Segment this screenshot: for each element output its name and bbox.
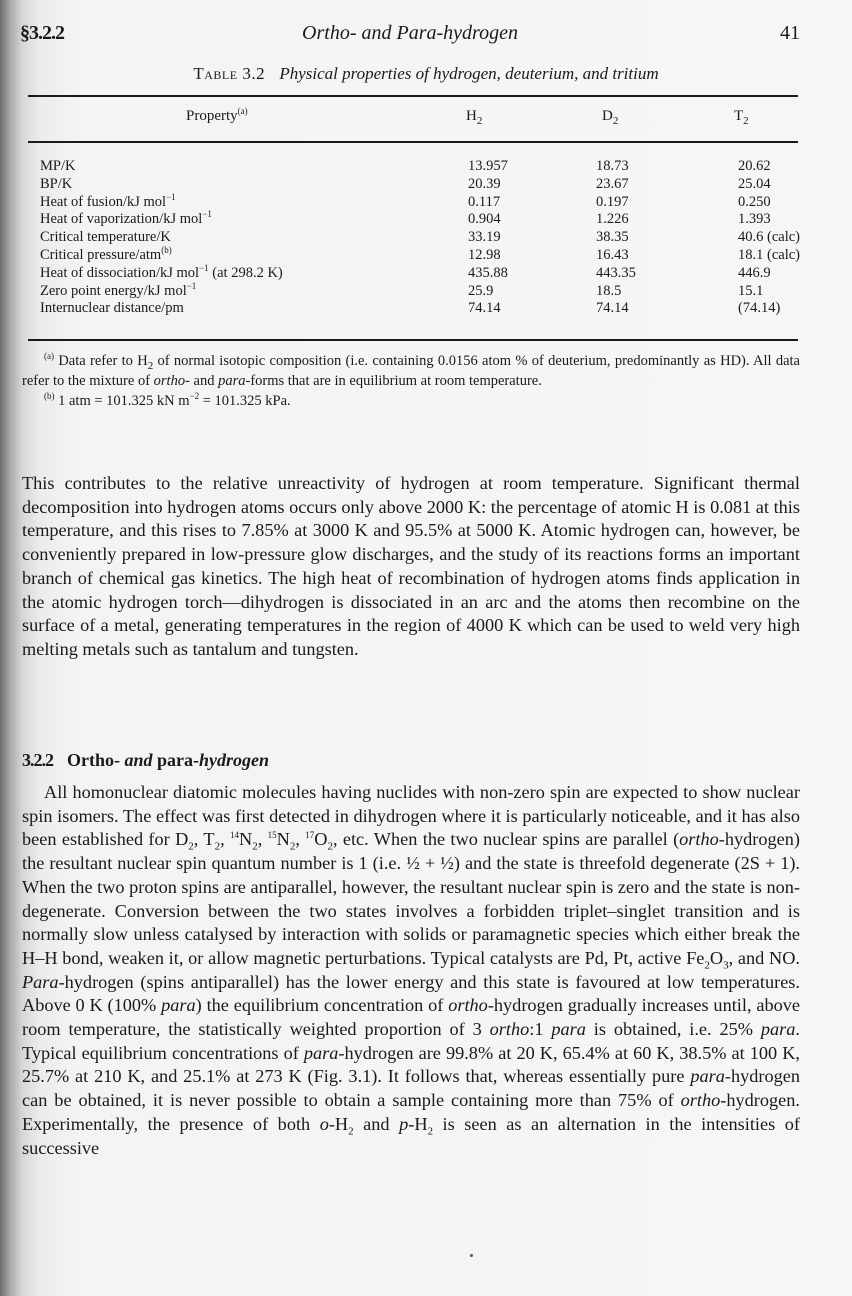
p2-n14-sub: 2	[252, 841, 258, 854]
p2-text: , T	[193, 829, 215, 850]
cell-property	[40, 280, 197, 301]
property-text: Internuclear distance/pm	[40, 300, 184, 317]
p2-t2-sub: 2	[214, 841, 221, 854]
cell-d2: 18.73	[596, 158, 629, 174]
d2-subscript: 2	[612, 115, 619, 127]
section-title-para: para-	[157, 750, 200, 770]
table-title: Physical properties of hydrogen, deuterium, and tritium	[279, 64, 659, 83]
p2-text: ,	[257, 829, 268, 850]
p2-text: ,	[295, 829, 306, 850]
cell-h2: 33.19	[468, 229, 501, 246]
table-row	[40, 191, 800, 212]
cell-h2: 74.14	[468, 300, 501, 317]
p2-text: +	[419, 853, 441, 874]
cell-property	[40, 247, 172, 265]
section-heading	[22, 750, 269, 771]
p2-text: is seen as an alternation in the intensities of successive	[22, 1113, 800, 1158]
table-row	[40, 176, 800, 194]
p2-text: is obtained, i.e. 25%	[585, 1019, 761, 1040]
footnote-a-subscript: 2	[147, 359, 154, 372]
property-text: Critical temperature/K	[40, 229, 171, 246]
property-text: MP/K	[40, 158, 76, 174]
property-text: BP/K	[40, 175, 73, 192]
p2-ortho: ortho	[448, 995, 488, 1016]
footnote-b-mark: (b)	[44, 391, 55, 402]
table-row	[40, 262, 800, 283]
table-row	[40, 280, 800, 301]
p2-para: para	[161, 995, 196, 1016]
table-caption	[0, 64, 852, 84]
p2-para: para	[690, 1066, 725, 1087]
p2-o17-mass: 17	[305, 830, 315, 841]
p2-n15-sub: 2	[289, 841, 296, 854]
cell-d2: 0.197	[596, 193, 629, 210]
p2-text: -hydrogen) the resultant nuclear spin quantum number is 1 (i.e.	[22, 829, 801, 874]
table-header-rule	[28, 141, 798, 143]
p2-para: para	[303, 1042, 339, 1063]
footnote-a-text-3: - and	[185, 373, 219, 389]
body-paragraph-1: This contributes to the relative unreactivity of hydrogen at room temperature. Significant thermal decomposition into hydrogen atoms occurs only above 2000 K: the percentage of atomic H is 0.081 at this temperature, and this rises to 7.85% at 3000 K and 95.5% at 5000 K. Atomic hydrogen can, however, be conveniently prepared in low-pressure glow discharges, and the study of its reactions forms an important branch of chemical gas kinetics. The high heat of recombination of hydrogen atoms finds application in the atomic hydrogen torch—dihydrogen is dissociated in an arc and the atoms then recombine on the surface of a metal, generating temperatures in the region of 4000 K which can be used to weld very high melting metals such as tantalum and tungsten.	[22, 473, 800, 659]
t2-subscript: 2	[743, 115, 749, 127]
table-row	[40, 229, 800, 247]
cell-t2: (74.14)	[738, 300, 781, 317]
cell-d2: 74.14	[596, 300, 629, 317]
p2-text: and	[353, 1113, 400, 1134]
cell-d2: 1.226	[596, 211, 629, 228]
p2-text: -hydrogen are 99.8% at 20 K, 65.4% at 60 K, 38.5% at 100 K, 25.7% at 210 K, and 25.1% at 273 K (Fig. 3.1). It follows that, whereas essentially pure	[22, 1042, 800, 1087]
table-footnotes	[22, 351, 800, 411]
table-row	[40, 158, 800, 176]
cell-d2: 443.35	[596, 264, 636, 281]
cell-t2: 15.1	[738, 282, 764, 299]
footnote-a	[22, 351, 800, 391]
cell-h2: 0.904	[468, 211, 501, 228]
property-text: Critical pressure/atm	[40, 246, 162, 263]
p2-h-sub: 2	[427, 1125, 434, 1138]
footnote-b-text-2: = 101.325 kPa.	[199, 393, 291, 409]
table-label: Table 3.2	[193, 64, 266, 83]
p2-para: para	[760, 1019, 796, 1040]
p2-text: All homonuclear diatomic molecules having nuclides with non-zero spin are expected to show nuclear spin isomers. The effect was first detected in dihydrogen where it is particularly noticeable, and it has also been established for D	[22, 782, 800, 850]
cell-t2: 0.250	[738, 193, 771, 210]
table-row	[40, 247, 800, 265]
cell-t2: 25.04	[738, 175, 771, 192]
p2-text: O	[709, 947, 724, 968]
p2-text: , and NO.	[728, 947, 800, 968]
p2-para: para	[551, 1019, 586, 1040]
cell-property	[40, 262, 283, 283]
property-text: Heat of dissociation/kJ mol	[40, 264, 200, 281]
column-header-d2	[602, 108, 618, 125]
property-superscript: (b)	[161, 245, 172, 256]
p2-n15-mass: 15	[267, 830, 277, 841]
footnote-a-text-1: Data refer to H	[58, 353, 148, 369]
header-section-number: §3.2.2	[20, 22, 64, 44]
footnote-b-superscript: −2	[189, 391, 200, 402]
p2-text: -H	[328, 1113, 349, 1134]
table-header	[28, 108, 798, 132]
cell-property	[40, 191, 176, 212]
p2-text: -hydrogen. Experimentally, the presence of both	[22, 1090, 800, 1134]
cell-t2: 20.62	[738, 158, 771, 174]
section-title-hydrogen: hydrogen	[199, 750, 270, 770]
footnote-a-text-2: of normal isotopic composition (i.e. containing 0.0156 atom % of deuterium, predominantly as HD). All data refer to the mixture of	[22, 353, 800, 389]
cell-t2: 18.1 (calc)	[738, 246, 800, 263]
p2-o-prefix: o	[319, 1113, 329, 1134]
table-bottom-rule	[28, 339, 798, 341]
cell-h2: 25.9	[468, 282, 494, 299]
footnote-a-ortho: ortho	[153, 373, 186, 389]
column-header-property	[186, 108, 248, 125]
table-body	[40, 158, 800, 318]
footnote-a-mark: (a)	[44, 351, 54, 362]
p2-n14-mass: 14	[229, 830, 239, 841]
cell-t2: 446.9	[738, 264, 771, 281]
cell-h2: 13.957	[468, 158, 508, 174]
p2-half: ½	[440, 853, 454, 874]
p2-text: N	[276, 829, 290, 850]
p2-text: , etc. When the two nuclear spins are parallel (	[332, 829, 680, 850]
p2-ortho: ortho	[679, 829, 719, 850]
p2-o-sub: 3	[723, 959, 729, 972]
property-superscript: −1	[186, 280, 197, 291]
property-text: Zero point energy/kJ mol	[40, 282, 187, 299]
footnote-a-para: para	[218, 373, 246, 389]
p2-text: ,	[220, 829, 230, 850]
property-suffix: (at 298.2 K)	[208, 264, 283, 281]
cell-h2: 435.88	[468, 264, 508, 281]
property-text: Heat of fusion/kJ mol	[40, 193, 167, 210]
table-row	[40, 211, 800, 229]
p2-p-prefix: p	[399, 1113, 409, 1134]
running-header	[20, 22, 800, 52]
footnote-a-text-4: -forms that are in equilibrium at room temperature.	[245, 373, 542, 389]
property-superscript: −1	[199, 262, 209, 273]
property-superscript: −1	[166, 191, 176, 202]
h2-subscript: 2	[476, 115, 483, 127]
cell-d2: 18.5	[596, 282, 622, 299]
cell-property	[40, 176, 72, 194]
page-number: 41	[780, 22, 800, 44]
p2-ortho: ortho	[680, 1090, 721, 1111]
p2-text: -hydrogen gradually increases until, above room temperature, the statistically weighted proportion of 3	[22, 995, 800, 1040]
cell-d2: 16.43	[596, 246, 629, 263]
p2-para: Para	[22, 971, 59, 992]
property-label: Property	[186, 108, 238, 124]
t2-symbol: T	[734, 108, 744, 124]
cell-property	[40, 158, 75, 176]
table-row	[40, 300, 800, 318]
table-top-rule	[28, 95, 798, 97]
cell-property	[40, 229, 171, 247]
cell-h2: 0.117	[468, 193, 501, 210]
section-title-ortho: Ortho-	[67, 750, 120, 770]
p2-text: ) the equilibrium concentration of	[195, 995, 449, 1016]
p2-text: . Typical equilibrium concentrations of	[22, 1019, 800, 1063]
section-title-and: and	[120, 750, 158, 770]
cell-property	[40, 300, 184, 318]
p2-text: -hydrogen (spins antiparallel) has the lower energy and this state is favoured at low temperatures. Above 0 K (100%	[22, 971, 800, 1016]
cell-h2: 12.98	[468, 246, 501, 263]
p2-ortho: ortho	[489, 1019, 530, 1040]
property-text: Heat of vaporization/kJ mol	[40, 211, 203, 228]
d2-symbol: D	[602, 108, 613, 124]
h2-symbol: H	[466, 108, 477, 124]
page-speck	[470, 1254, 473, 1257]
p2-text: ) and the state is threefold degenerate (2S + 1). When the two proton spins are antiparallel, however, the resultant nuclear spin is zero and the state is non-degenerate. Conversion between the two states involves a forbidden triplet–singlet transition and is normally slow unless catalysed by interaction with solids or paramagnetic species which either break the H–H bond, weaken it, or allow magnetic perturbations. Typical catalysts are Pd, Pt, active Fe	[22, 853, 801, 968]
p2-text: O	[314, 829, 328, 850]
cell-t2: 40.6 (calc)	[738, 229, 800, 246]
p2-o17-sub: 2	[327, 841, 333, 854]
cell-h2: 20.39	[468, 175, 501, 192]
column-header-t2	[734, 108, 749, 125]
body-paragraph-2	[22, 781, 800, 1160]
property-superscript: −1	[202, 209, 212, 220]
cell-d2: 23.67	[596, 175, 629, 192]
p2-fe-sub: 2	[704, 959, 710, 972]
p2-text: -hydrogen can be obtained, it is never possible to obtain a sample containing more than 75% of	[22, 1066, 800, 1111]
p2-text: -H	[408, 1113, 428, 1134]
p2-text: :1	[529, 1019, 552, 1040]
cell-d2: 38.35	[596, 229, 629, 246]
footnote-b-text-1: 1 atm = 101.325 kN m	[58, 393, 190, 409]
running-title: Ortho- and Para-hydrogen	[302, 22, 518, 44]
section-number: 3.2.2	[22, 750, 53, 770]
footnote-ref-a: (a)	[237, 106, 248, 116]
cell-property	[40, 211, 212, 229]
p2-h-sub: 2	[348, 1125, 354, 1138]
p2-text: N	[238, 829, 253, 850]
cell-t2: 1.393	[738, 211, 771, 228]
footnote-b	[22, 391, 800, 411]
p2-d2-sub: 2	[188, 841, 194, 854]
column-header-h2	[466, 108, 482, 125]
p2-half: ½	[406, 853, 420, 874]
